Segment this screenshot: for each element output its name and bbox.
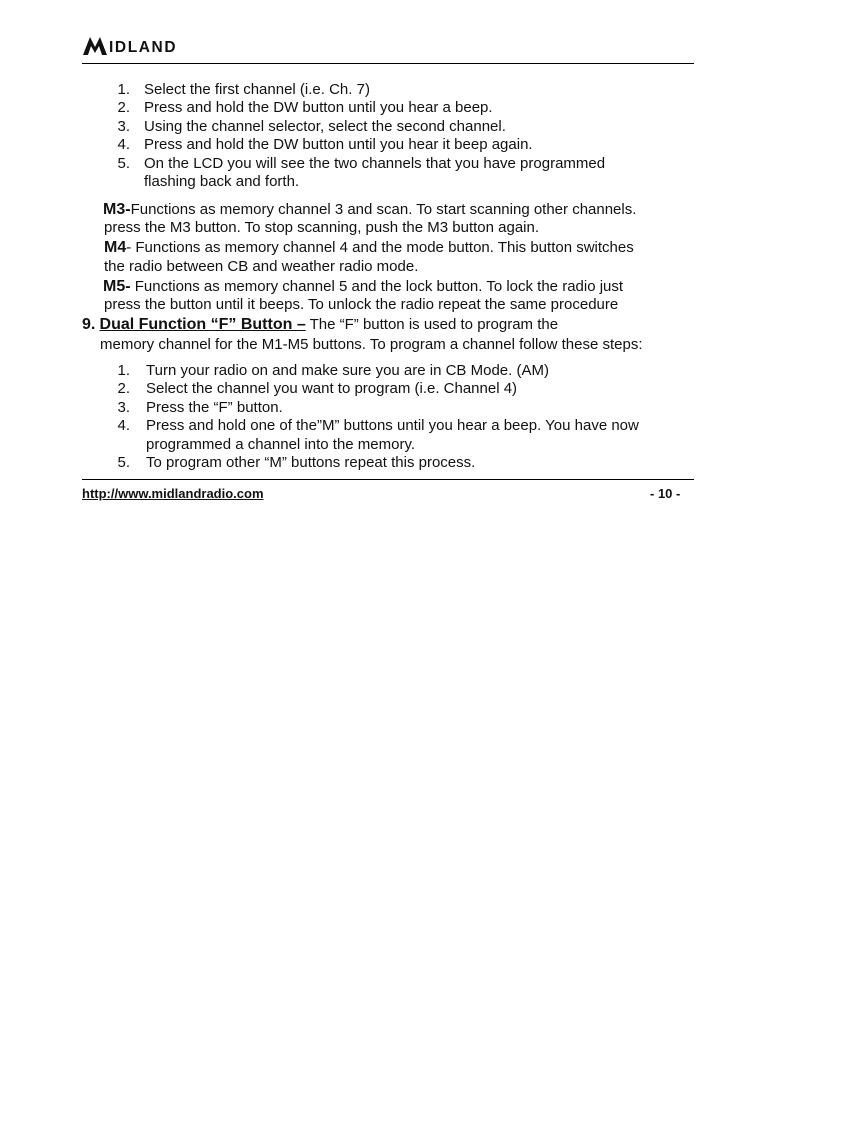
list-item — [116, 417, 639, 454]
program-channel-steps — [116, 362, 639, 472]
list-item — [116, 118, 605, 136]
list-item-text: Turn your radio on and make sure you are in CB Mode. (AM) — [146, 362, 549, 379]
list-item-text-cont: flashing back and forth. — [144, 172, 300, 190]
list-item — [116, 362, 639, 380]
list-item-number: 2. — [117, 380, 130, 398]
m5-line2: press the button until it beeps. To unlock the radio repeat the same procedure — [104, 296, 619, 313]
midland-m-mark-icon — [82, 36, 108, 56]
list-item — [116, 454, 639, 472]
footer-rule — [82, 479, 694, 480]
m4-line2: the radio between CB and weather radio mode. — [104, 258, 419, 275]
list-item-text-cont: programmed a channel into the memory. — [146, 435, 416, 453]
m3-line2: press the M3 button. To stop scanning, push the M3 button again. — [104, 219, 540, 236]
midland-logo — [82, 32, 177, 56]
list-item-text: Select the channel you want to program (i.e. Channel 4) — [146, 380, 518, 398]
list-item-text: Select the first channel (i.e. Ch. 7) — [144, 81, 370, 98]
list-item-text: Press and hold the DW button until you hear a beep. — [144, 99, 493, 117]
brand-name: IDLAND — [109, 38, 178, 56]
list-item-text: On the LCD you will see the two channels that you have programmed — [144, 154, 606, 172]
list-item-text: Press and hold the DW button until you hear it beep again. — [144, 136, 533, 154]
m5-label: M5- — [103, 278, 131, 295]
section-9-heading — [82, 316, 558, 334]
m4-description — [104, 239, 634, 257]
list-item-number: 5. — [117, 453, 130, 471]
list-item-number: 5. — [117, 154, 130, 172]
page-number: - 10 - — [650, 486, 681, 501]
m3-line1: Functions as memory channel 3 and scan. To start scanning other channels. — [130, 201, 637, 218]
list-item-text: Press the “F” button. — [146, 398, 283, 416]
website-link[interactable]: http://www.midlandradio.com — [82, 486, 264, 501]
m3-description — [103, 201, 636, 219]
list-item-number: 1. — [117, 81, 130, 98]
list-item-number: 4. — [117, 136, 130, 154]
section-9-intro-line2: memory channel for the M1-M5 buttons. To program a channel follow these steps: — [100, 336, 643, 353]
header-rule — [82, 63, 694, 64]
section-number: 9. — [82, 316, 96, 333]
dual-watch-steps — [116, 81, 605, 191]
list-item-number: 3. — [117, 398, 130, 416]
list-item-number: 4. — [117, 417, 130, 435]
list-item — [116, 99, 605, 117]
list-item — [116, 380, 639, 398]
m5-line1: Functions as memory channel 5 and the lock button. To lock the radio just — [130, 278, 624, 295]
m4-line1: - Functions as memory channel 4 and the mode button. This button switches — [126, 239, 634, 256]
list-item-number: 1. — [117, 362, 130, 379]
list-item — [116, 136, 605, 154]
list-item-text: Using the channel selector, select the second channel. — [144, 117, 506, 135]
list-item — [116, 399, 639, 417]
section-intro: The “F” button is used to program the — [305, 316, 559, 333]
list-item-number: 2. — [117, 99, 130, 117]
list-item-number: 3. — [117, 117, 130, 135]
list-item-text: Press and hold one of the”M” buttons until you hear a beep. You have now — [146, 417, 639, 435]
section-title: Dual Function “F” Button – — [99, 316, 306, 333]
list-item-text: To program other “M” buttons repeat this process. — [146, 453, 476, 471]
list-item — [116, 155, 605, 192]
m5-description — [103, 278, 623, 296]
m3-label: M3- — [103, 201, 131, 218]
m4-label: M4 — [104, 239, 127, 256]
list-item — [116, 81, 605, 99]
